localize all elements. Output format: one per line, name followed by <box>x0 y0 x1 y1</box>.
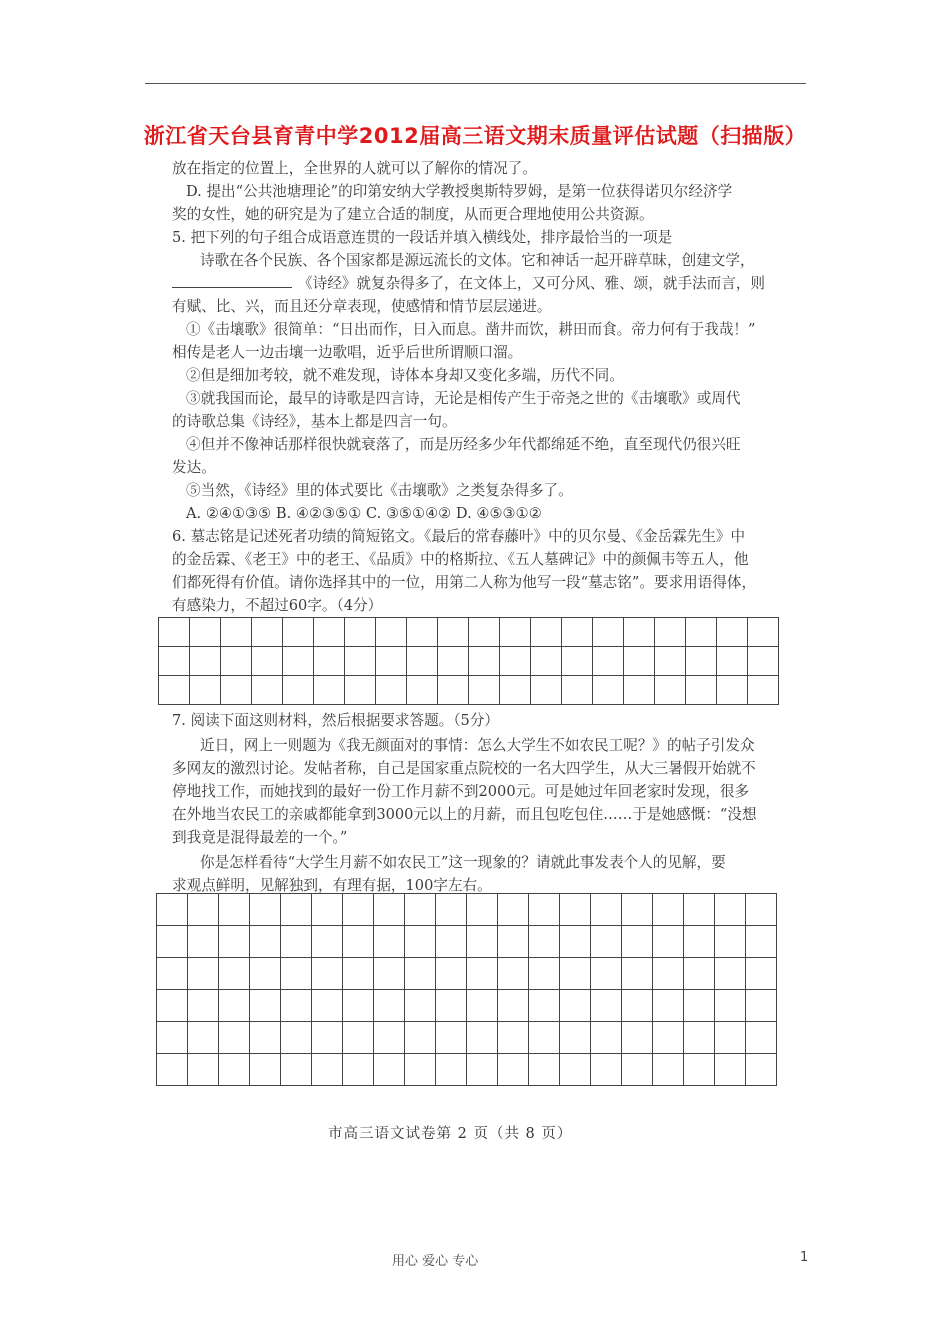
grid-cell[interactable] <box>314 647 345 676</box>
grid-cell[interactable] <box>250 958 281 990</box>
grid-cell[interactable] <box>219 1022 250 1054</box>
grid-cell[interactable] <box>436 958 467 990</box>
grid-cell[interactable] <box>529 926 560 958</box>
text-line: 的金岳霖、《老王》中的老王、《品质》中的格斯拉、《五人墓碑记》中的颜佩韦等五人，他 <box>172 551 749 568</box>
grid-cell[interactable] <box>407 647 438 676</box>
grid-cell[interactable] <box>746 1054 777 1086</box>
grid-cell[interactable] <box>560 1022 591 1054</box>
grid-cell[interactable] <box>252 647 283 676</box>
grid-cell[interactable] <box>376 647 407 676</box>
text-line: 的诗歌总集《诗经》，基本上都是四言一句。 <box>172 413 457 430</box>
grid-cell[interactable] <box>219 894 250 926</box>
answer-options: A. ②④①③⑤ B. ④②③⑤① C. ③⑤①④② D. ④⑤③①② <box>186 505 542 522</box>
grid-cell[interactable] <box>560 958 591 990</box>
grid-cell[interactable] <box>157 926 188 958</box>
grid-cell[interactable] <box>498 958 529 990</box>
grid-cell[interactable] <box>498 1054 529 1086</box>
grid-cell[interactable] <box>469 676 500 705</box>
text-line: 近日，网上一则题为《我无颜面对的事情：怎么大学生不如农民工呢？》的帖子引发众 <box>200 737 755 754</box>
grid-cell[interactable] <box>684 1022 715 1054</box>
page-number: 1 <box>800 1250 809 1265</box>
grid-cell[interactable] <box>531 647 562 676</box>
grid-cell[interactable] <box>591 1022 622 1054</box>
grid-cell[interactable] <box>653 926 684 958</box>
grid-cell[interactable] <box>343 990 374 1022</box>
grid-cell[interactable] <box>746 990 777 1022</box>
grid-cell[interactable] <box>622 1022 653 1054</box>
grid-cell[interactable] <box>345 676 376 705</box>
grid-cell[interactable] <box>283 647 314 676</box>
grid-cell[interactable] <box>684 894 715 926</box>
grid-cell[interactable] <box>560 990 591 1022</box>
grid-cell[interactable] <box>250 990 281 1022</box>
grid-cell[interactable] <box>531 676 562 705</box>
grid-cell[interactable] <box>467 894 498 926</box>
text-line: ②但是细加考较，就不难发现，诗体本身却又变化多端，历代不同。 <box>186 367 624 384</box>
text-line: ①《击壤歌》很简单：“日出而作，日入而息。凿井而饮，耕田而食。帝力何有于我哉！” <box>186 321 756 338</box>
grid-cell[interactable] <box>283 676 314 705</box>
grid-cell[interactable] <box>746 894 777 926</box>
grid-cell[interactable] <box>374 926 405 958</box>
grid-cell[interactable] <box>436 1022 467 1054</box>
grid-cell[interactable] <box>467 1022 498 1054</box>
grid-cell[interactable] <box>748 676 779 705</box>
scanned-page <box>150 150 810 1150</box>
grid-cell[interactable] <box>653 1022 684 1054</box>
grid-cell[interactable] <box>591 958 622 990</box>
grid-cell[interactable] <box>312 958 343 990</box>
grid-cell[interactable] <box>343 958 374 990</box>
answer-grid-q6[interactable] <box>158 617 779 705</box>
text-line: 在外地当农民工的亲戚都能拿到3000元以上的月薪，而且包吃包住……于是她感慨：“没想 <box>172 806 757 823</box>
grid-cell[interactable] <box>591 894 622 926</box>
grid-cell[interactable] <box>312 1054 343 1086</box>
grid-cell[interactable] <box>281 894 312 926</box>
grid-cell[interactable] <box>622 926 653 958</box>
grid-cell[interactable] <box>157 1022 188 1054</box>
grid-cell[interactable] <box>159 618 190 647</box>
grid-cell[interactable] <box>436 1054 467 1086</box>
grid-cell[interactable] <box>252 676 283 705</box>
grid-cell[interactable] <box>190 647 221 676</box>
grid-cell[interactable] <box>562 647 593 676</box>
text-line: 奖的女性，她的研究是为了建立合适的制度，从而更合理地使用公共资源。 <box>172 206 654 223</box>
grid-cell[interactable] <box>436 926 467 958</box>
grid-cell[interactable] <box>686 618 717 647</box>
grid-cell[interactable] <box>374 1054 405 1086</box>
document-title: 浙江省天台县育青中学2012届高三语文期末质量评估试题（扫描版） <box>143 124 807 148</box>
grid-cell[interactable] <box>529 958 560 990</box>
grid-cell[interactable] <box>157 894 188 926</box>
grid-cell[interactable] <box>159 647 190 676</box>
grid-cell[interactable] <box>190 618 221 647</box>
grid-cell[interactable] <box>438 676 469 705</box>
grid-cell[interactable] <box>653 894 684 926</box>
grid-cell[interactable] <box>405 990 436 1022</box>
text-line: 诗歌在各个民族、各个国家都是源远流长的文体。它和神话一起开辟草昧，创建文学， <box>200 252 755 269</box>
grid-cell[interactable] <box>219 958 250 990</box>
grid-cell[interactable] <box>345 647 376 676</box>
text-line: 有赋、比、兴，而且还分章表现，使感情和情节层层递进。 <box>172 298 552 315</box>
text-line: 你是怎样看待“大学生月薪不如农民工”这一现象的？请就此事发表个人的见解，要 <box>200 854 726 871</box>
grid-cell[interactable] <box>188 1022 219 1054</box>
grid-cell[interactable] <box>560 894 591 926</box>
grid-cell[interactable] <box>529 1054 560 1086</box>
grid-cell[interactable] <box>467 990 498 1022</box>
grid-cell[interactable] <box>343 894 374 926</box>
grid-cell[interactable] <box>715 990 746 1022</box>
grid-cell[interactable] <box>624 676 655 705</box>
grid-cell[interactable] <box>250 1054 281 1086</box>
grid-cell[interactable] <box>405 1022 436 1054</box>
text-line: ③就我国而论，最早的诗歌是四言诗，无论是相传产生于帝尧之世的《击壤歌》或周代 <box>186 390 741 407</box>
grid-cell[interactable] <box>281 958 312 990</box>
grid-cell[interactable] <box>655 618 686 647</box>
grid-cell[interactable] <box>467 1054 498 1086</box>
grid-cell[interactable] <box>500 647 531 676</box>
text-line: 们都死得有价值。请你选择其中的一位，用第二人称为他写一段“墓志铭”。要求用语得体， <box>172 574 757 591</box>
text-line: 有感染力，不超过60字。（4分） <box>172 597 383 614</box>
grid-cell[interactable] <box>746 926 777 958</box>
grid-cell[interactable] <box>157 990 188 1022</box>
question-7: 7. 阅读下面这则材料，然后根据要求答题。（5分） <box>172 712 500 729</box>
grid-cell[interactable] <box>312 926 343 958</box>
grid-cell[interactable] <box>250 894 281 926</box>
grid-cell[interactable] <box>405 894 436 926</box>
grid-cell[interactable] <box>281 926 312 958</box>
grid-cell[interactable] <box>221 647 252 676</box>
scan-page-footer: 市高三语文试卷第 2 页（共 8 页） <box>328 1126 573 1142</box>
grid-cell[interactable] <box>281 1054 312 1086</box>
grid-cell[interactable] <box>560 1054 591 1086</box>
grid-cell[interactable] <box>622 1054 653 1086</box>
grid-cell[interactable] <box>593 647 624 676</box>
grid-cell[interactable] <box>467 958 498 990</box>
footer-motto: 用心 爱心 专心 <box>392 1254 479 1269</box>
grid-cell[interactable] <box>591 990 622 1022</box>
grid-cell[interactable] <box>593 676 624 705</box>
grid-cell[interactable] <box>717 676 748 705</box>
text-line: ④但并不像神话那样很快就衰落了，而是历经多少年代都绵延不绝，直至现代仍很兴旺 <box>186 436 741 453</box>
grid-cell[interactable] <box>498 1022 529 1054</box>
grid-cell[interactable] <box>684 990 715 1022</box>
text-line: 放在指定的位置上，全世界的人就可以了解你的情况了。 <box>172 160 537 177</box>
grid-cell[interactable] <box>746 958 777 990</box>
grid-cell[interactable] <box>655 647 686 676</box>
grid-cell[interactable] <box>684 958 715 990</box>
header-rule <box>145 83 806 84</box>
grid-cell[interactable] <box>219 1054 250 1086</box>
grid-cell[interactable] <box>529 990 560 1022</box>
grid-cell[interactable] <box>219 926 250 958</box>
grid-cell[interactable] <box>312 894 343 926</box>
grid-cell[interactable] <box>219 990 250 1022</box>
grid-cell[interactable] <box>376 676 407 705</box>
grid-cell[interactable] <box>562 618 593 647</box>
grid-cell[interactable] <box>312 1022 343 1054</box>
grid-cell[interactable] <box>560 926 591 958</box>
grid-cell[interactable] <box>407 618 438 647</box>
grid-cell[interactable] <box>221 676 252 705</box>
text-line-with-blank: 《诗经》就复杂得多了，在文体上，又可分风、雅、颂，就手法而言，则 <box>172 273 765 295</box>
grid-cell[interactable] <box>591 926 622 958</box>
grid-cell[interactable] <box>405 1054 436 1086</box>
grid-cell[interactable] <box>717 618 748 647</box>
grid-cell[interactable] <box>715 1054 746 1086</box>
grid-cell[interactable] <box>653 1054 684 1086</box>
grid-cell[interactable] <box>622 958 653 990</box>
text-line: 发达。 <box>172 459 216 476</box>
grid-cell[interactable] <box>498 894 529 926</box>
grid-cell[interactable] <box>188 990 219 1022</box>
grid-cell[interactable] <box>221 618 252 647</box>
grid-cell[interactable] <box>374 990 405 1022</box>
grid-cell[interactable] <box>157 958 188 990</box>
grid-cell[interactable] <box>715 926 746 958</box>
grid-cell[interactable] <box>531 618 562 647</box>
grid-cell[interactable] <box>190 676 221 705</box>
grid-cell[interactable] <box>498 926 529 958</box>
grid-cell[interactable] <box>314 676 345 705</box>
grid-cell[interactable] <box>343 1054 374 1086</box>
question-5: 5. 把下列的句子组合成语意连贯的一段话并填入横线处，排序最恰当的一项是 <box>172 229 673 246</box>
answer-blank <box>172 273 292 288</box>
grid-cell[interactable] <box>655 676 686 705</box>
grid-cell[interactable] <box>653 958 684 990</box>
grid-cell[interactable] <box>593 618 624 647</box>
grid-cell[interactable] <box>684 1054 715 1086</box>
grid-cell[interactable] <box>438 647 469 676</box>
grid-cell[interactable] <box>345 618 376 647</box>
grid-cell[interactable] <box>343 1022 374 1054</box>
grid-cell[interactable] <box>529 894 560 926</box>
grid-cell[interactable] <box>188 926 219 958</box>
grid-cell[interactable] <box>405 926 436 958</box>
grid-cell[interactable] <box>469 618 500 647</box>
grid-cell[interactable] <box>188 958 219 990</box>
grid-cell[interactable] <box>715 958 746 990</box>
grid-cell[interactable] <box>748 618 779 647</box>
text-line: 求观点鲜明，见解独到，有理有据，100字左右。 <box>172 877 492 894</box>
grid-cell[interactable] <box>717 647 748 676</box>
grid-cell[interactable] <box>469 647 500 676</box>
text-line: D. 提出“公共池塘理论”的印第安纳大学教授奥斯特罗姆，是第一位获得诺贝尔经济学 <box>186 183 733 200</box>
grid-cell[interactable] <box>159 676 190 705</box>
grid-cell[interactable] <box>624 647 655 676</box>
grid-cell[interactable] <box>374 1022 405 1054</box>
text-line: ⑤当然，《诗经》里的体式要比《击壤歌》之类复杂得多了。 <box>186 482 573 499</box>
grid-cell[interactable] <box>407 676 438 705</box>
grid-cell[interactable] <box>624 618 655 647</box>
grid-cell[interactable] <box>281 1022 312 1054</box>
grid-cell[interactable] <box>281 990 312 1022</box>
text-line: 停地找工作，而她找到的最好一份工作月薪不到2000元。可是她过年回老家时发现，很多 <box>172 783 750 800</box>
grid-cell[interactable] <box>436 894 467 926</box>
question-6: 6. 墓志铭是记述死者功绩的简短铭文。《最后的常春藤叶》中的贝尔曼、《金岳霖先生》中 <box>172 528 746 545</box>
grid-cell[interactable] <box>374 958 405 990</box>
grid-cell[interactable] <box>250 926 281 958</box>
grid-cell[interactable] <box>314 618 345 647</box>
grid-cell[interactable] <box>715 1022 746 1054</box>
grid-cell[interactable] <box>467 926 498 958</box>
grid-cell[interactable] <box>376 618 407 647</box>
grid-cell[interactable] <box>715 894 746 926</box>
grid-cell[interactable] <box>374 894 405 926</box>
grid-cell[interactable] <box>500 676 531 705</box>
answer-grid-q7[interactable] <box>156 893 777 1086</box>
grid-cell[interactable] <box>438 618 469 647</box>
grid-cell[interactable] <box>529 1022 560 1054</box>
text-line: 到我竟是混得最差的一个。” <box>172 829 348 846</box>
grid-cell[interactable] <box>562 676 593 705</box>
grid-cell[interactable] <box>622 990 653 1022</box>
grid-cell[interactable] <box>188 894 219 926</box>
grid-cell[interactable] <box>686 676 717 705</box>
grid-cell[interactable] <box>312 990 343 1022</box>
grid-cell[interactable] <box>188 1054 219 1086</box>
grid-cell[interactable] <box>746 1022 777 1054</box>
grid-cell[interactable] <box>405 958 436 990</box>
grid-cell[interactable] <box>684 926 715 958</box>
grid-cell[interactable] <box>498 990 529 1022</box>
text-line: 相传是老人一边击壤一边歌唱，近乎后世所谓顺口溜。 <box>172 344 523 361</box>
grid-cell[interactable] <box>591 1054 622 1086</box>
grid-cell[interactable] <box>157 1054 188 1086</box>
grid-cell[interactable] <box>250 1022 281 1054</box>
text-line: 多网友的激烈讨论。发帖者称，自己是国家重点院校的一名大四学生，从大三暑假开始就不 <box>172 760 756 777</box>
grid-cell[interactable] <box>622 894 653 926</box>
grid-cell[interactable] <box>252 618 283 647</box>
grid-cell[interactable] <box>653 990 684 1022</box>
grid-cell[interactable] <box>686 647 717 676</box>
grid-cell[interactable] <box>500 618 531 647</box>
grid-cell[interactable] <box>748 647 779 676</box>
grid-cell[interactable] <box>343 926 374 958</box>
grid-cell[interactable] <box>283 618 314 647</box>
grid-cell[interactable] <box>436 990 467 1022</box>
